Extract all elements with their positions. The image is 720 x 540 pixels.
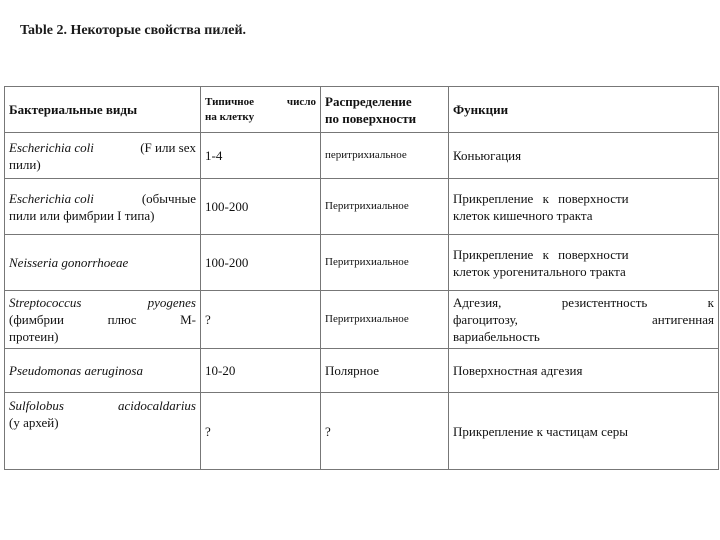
species-name: Escherichia coli: [9, 190, 94, 206]
species-name: Pseudomonas aeruginosa: [9, 363, 143, 378]
function-line1: [453, 190, 714, 207]
function-word3: к: [707, 295, 714, 310]
function-word1: Адгезия,: [453, 295, 502, 310]
count-cell: 10-20: [201, 349, 321, 393]
distribution-cell: ?: [321, 393, 449, 470]
species-name-genus: Sulfolobus: [9, 398, 64, 413]
table-row: [5, 291, 719, 349]
function-line2: клеток урогенитального тракта: [453, 263, 626, 279]
header-count: [201, 87, 321, 133]
species-note: (обычные: [141, 190, 196, 206]
table-row: [5, 179, 719, 235]
distribution-cell: Перитрихиальное: [321, 291, 449, 349]
species-line2: пили): [9, 156, 41, 172]
distribution-cell: Перитрихиальное: [321, 235, 449, 291]
header-count-line2: на клетку: [205, 110, 255, 123]
table-header-row: [5, 87, 719, 133]
function-line1: [453, 246, 714, 263]
header-distribution-line2: по поверхности: [325, 110, 417, 126]
distribution-cell: Полярное: [321, 349, 449, 393]
header-distribution: [321, 87, 449, 133]
header-count-word1: Типичное: [205, 95, 255, 108]
pili-properties-table: [4, 86, 719, 470]
species-note-word3: М-: [180, 312, 196, 327]
species-name-epithet: acidocaldarius: [118, 398, 196, 413]
count-cell: ?: [201, 291, 321, 349]
header-species: [5, 87, 201, 133]
function-word5: антигенная: [652, 312, 714, 327]
count-cell: 1-4: [201, 133, 321, 179]
function-cell: [449, 291, 719, 349]
function-line3: вариабельность: [453, 329, 540, 344]
function-cell: Прикрепление к частицам серы: [449, 393, 719, 470]
species-note-word1: (фимбрии: [9, 312, 64, 327]
function-cell: [449, 179, 719, 235]
species-cell: [5, 291, 201, 349]
count-cell: 100-200: [201, 179, 321, 235]
function-line1: [453, 294, 714, 311]
species-note: (F или sex: [140, 139, 196, 155]
function-cell: Поверхностная адгезия: [449, 349, 719, 393]
species-cell: [5, 179, 201, 235]
header-count-word2: число: [286, 95, 316, 108]
species-line3: протеин): [9, 329, 59, 344]
header-species-label: Бактериальные виды: [9, 102, 138, 117]
species-line1: [9, 294, 196, 311]
species-name-genus: Streptococcus: [9, 295, 82, 310]
function-text-line1: Прикрепление к поверхности: [453, 190, 629, 206]
table-row: [5, 393, 719, 470]
distribution-cell: Перитрихиальное: [321, 179, 449, 235]
species-cell: [5, 235, 201, 291]
function-cell: Коньюгация: [449, 133, 719, 179]
function-line2: клеток кишечного тракта: [453, 207, 593, 223]
header-distribution-line1: Распределение: [325, 93, 412, 109]
species-line1: [9, 139, 196, 156]
species-line2: (у архей): [9, 415, 59, 430]
table-row: [5, 235, 719, 291]
species-line2: пили или фимбрии I типа): [9, 207, 155, 223]
document-title: Table 2. Некоторые свойства пилей.: [20, 23, 247, 38]
table-row: [5, 133, 719, 179]
species-name-epithet: pyogenes: [147, 295, 196, 310]
species-note-word2: плюс: [107, 312, 137, 327]
header-functions-label: Функции: [453, 102, 509, 117]
species-cell: [5, 393, 201, 470]
species-line1: [9, 397, 196, 414]
species-cell: [5, 133, 201, 179]
table-row: [5, 349, 719, 393]
function-line2: [453, 311, 714, 328]
function-text-line1: Прикрепление к поверхности: [453, 246, 629, 262]
function-word4: фагоцитозу,: [453, 312, 518, 327]
count-cell: ?: [201, 393, 321, 470]
species-cell: [5, 349, 201, 393]
function-cell: [449, 235, 719, 291]
header-count-line1: [205, 95, 316, 110]
species-name: Neisseria gonorrhoeae: [9, 255, 129, 270]
count-cell: 100-200: [201, 235, 321, 291]
species-name: Escherichia coli: [9, 139, 94, 155]
function-word2: резистентность: [561, 295, 648, 310]
species-line1: [9, 190, 196, 207]
header-functions: [449, 87, 719, 133]
distribution-cell: перитрихиальное: [321, 133, 449, 179]
species-line2: [9, 311, 196, 328]
